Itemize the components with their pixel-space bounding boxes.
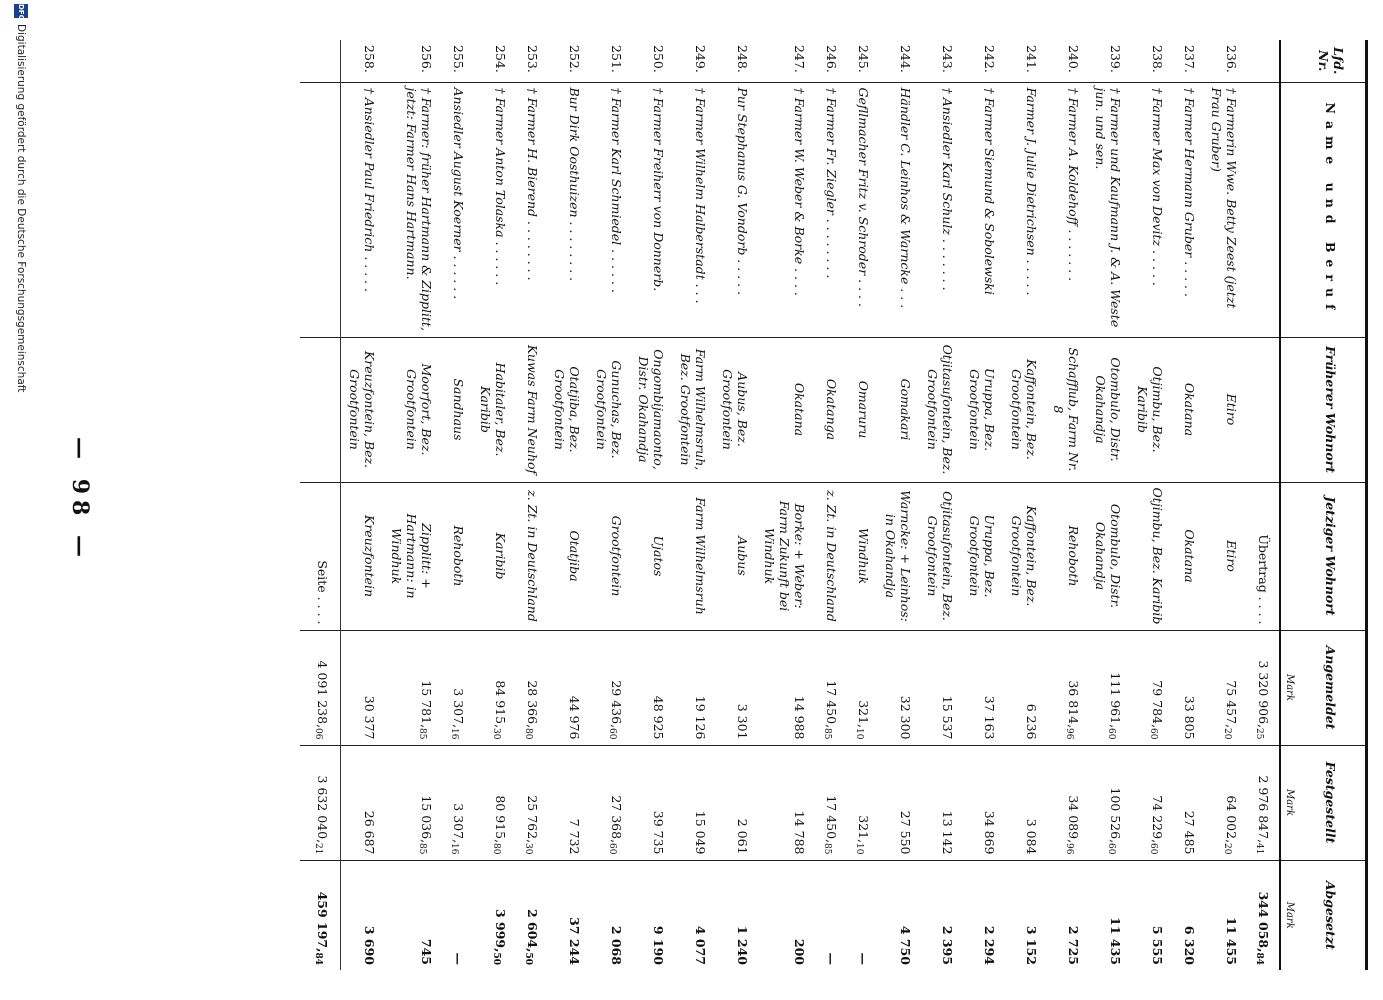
row-angemeldet: 79 784,60 — [1129, 630, 1171, 745]
ledger-table — [300, 40, 1368, 970]
row-festgestellt: 15 049 — [672, 745, 714, 860]
row-festgestellt: 100 526,60 — [1087, 745, 1129, 860]
row-abgesetzt: 2 604,50 — [514, 860, 546, 970]
row-name: † Farmer Karl Schmiedel . . . . . . — [588, 82, 630, 337]
table-row — [630, 40, 672, 970]
row-angemeldet: 17 450,85 — [813, 630, 845, 745]
row-nr: 251. — [609, 45, 624, 73]
row-nr: 249. — [693, 45, 708, 73]
table-row — [919, 40, 961, 970]
row-nr: 236. — [1224, 45, 1239, 73]
row-prev-residence: Kreuzfontein, Bez. Grootfontein — [341, 337, 384, 482]
row-nr: 241. — [1024, 45, 1039, 73]
table-row — [546, 40, 588, 970]
ledger-body — [341, 40, 1281, 970]
row-festgestellt: 2 061 — [714, 745, 756, 860]
row-festgestellt: 14 788 — [756, 745, 813, 860]
table-row — [514, 40, 546, 970]
col-header-curr: Jetziger Wohnort — [1297, 482, 1367, 630]
total-label: Seite . . . . — [300, 482, 341, 630]
table-row — [588, 40, 630, 970]
row-abgesetzt: 4 750 — [877, 860, 919, 970]
digitization-note — [6, 0, 28, 1000]
row-angemeldet: 30 377 — [341, 630, 384, 745]
row-angemeldet: 3 301 — [714, 630, 756, 745]
row-prev-residence: Uruppa, Bez. Grootfontein — [961, 337, 1003, 482]
col-header-nr: Lfd. Nr. — [1297, 40, 1367, 82]
row-festgestellt: 3 084 — [1003, 745, 1045, 860]
row-angemeldet: 19 126 — [672, 630, 714, 745]
digitization-text: Digitalisierung gefördert durch die Deutsche Forschungsgemeinschaft — [15, 24, 27, 393]
row-nr: 248. — [735, 45, 750, 73]
row-curr-residence: Rehoboth — [440, 482, 472, 630]
row-angemeldet: 33 805 — [1171, 630, 1203, 745]
row-nr: 255. — [451, 45, 466, 73]
row-festgestellt: 3 307,16 — [440, 745, 472, 860]
row-name: † Farmer und Kaufmann J. & A. Weste jun. und sen. — [1087, 82, 1129, 337]
row-angemeldet: 111 961,60 — [1087, 630, 1129, 745]
row-nr: 237. — [1182, 45, 1197, 73]
row-name: † Farmer A. Koldehoff . . . . . . . — [1045, 82, 1087, 337]
table-row — [1045, 40, 1087, 970]
row-festgestellt: 74 229,60 — [1129, 745, 1171, 860]
row-angemeldet: 15 781,85 — [383, 630, 440, 745]
row-nr: 247. — [792, 45, 807, 73]
row-name: † Farmer Fr. Ziegler . . . . . . . . — [813, 82, 845, 337]
col-header-festgestellt: Festgestellt — [1297, 745, 1367, 860]
row-angemeldet: 29 436,60 — [588, 630, 630, 745]
col-header-prev: Früherer Wohnort — [1297, 337, 1367, 482]
row-curr-residence: Rehoboth — [1045, 482, 1087, 630]
dfg-logo-icon: DFG — [14, 4, 28, 18]
row-abgesetzt: 6 320 — [1171, 860, 1203, 970]
row-name: † Farmer Max von Devitz . . . . . — [1129, 82, 1171, 337]
total-row — [300, 40, 341, 970]
row-angemeldet: 321,10 — [845, 630, 877, 745]
row-angemeldet: 14 988 — [756, 630, 813, 745]
row-festgestellt: 26 687 — [341, 745, 384, 860]
row-name: † Farmer Freiherr von Donnerb. — [630, 82, 672, 337]
row-festgestellt: 80 915,80 — [472, 745, 514, 860]
table-row — [440, 40, 472, 970]
row-name: † Farmer Siemund & Sobolewski — [961, 82, 1003, 337]
row-festgestellt: 13 142 — [919, 745, 961, 860]
row-curr-residence: Karibib — [472, 482, 514, 630]
row-angemeldet: 32 300 — [877, 630, 919, 745]
row-abgesetzt: — — [440, 860, 472, 970]
row-prev-residence: Otjimbu, Bez. Karibib — [1129, 337, 1171, 482]
row-abgesetzt: 4 077 — [672, 860, 714, 970]
row-curr-residence: Otjimbu, Bez. Karibib — [1129, 482, 1171, 630]
row-prev-residence: Etiro — [1203, 337, 1245, 482]
row-festgestellt: 25 762,30 — [514, 745, 546, 860]
row-prev-residence: Otombulo, Distr. Okahandja — [1087, 337, 1129, 482]
row-name: † Farmer H. Bierend . . . . . . . . — [514, 82, 546, 337]
row-nr: 244. — [898, 45, 913, 73]
row-prev-residence: Moorfort, Bez. Grootfontein — [383, 337, 440, 482]
row-angemeldet: 6 236 — [1003, 630, 1045, 745]
row-nr: 252. — [567, 45, 582, 73]
row-name: † Farmer W. Weber & Borke . . . . — [756, 82, 813, 337]
row-abgesetzt: 200 — [756, 860, 813, 970]
col-header-name: Name und Beruf — [1297, 82, 1367, 337]
row-festgestellt: 27 485 — [1171, 745, 1203, 860]
row-curr-residence: Otjitasufontein, Bez. Grootfontein — [919, 482, 961, 630]
row-name: † Ansiedler Karl Schulz . . . . . . . — [919, 82, 961, 337]
unit-row — [1280, 40, 1297, 970]
row-festgestellt: 15 036,85 — [383, 745, 440, 860]
row-abgesetzt: 11 455 — [1203, 860, 1245, 970]
table-row — [813, 40, 845, 970]
total-abgesetzt: 459 197,84 — [300, 860, 341, 970]
row-angemeldet: 15 537 — [919, 630, 961, 745]
row-abgesetzt: 2 294 — [961, 860, 1003, 970]
row-curr-residence: Warncke: + Leinhos: in Okahandja — [877, 482, 919, 630]
carry-row — [1245, 40, 1280, 970]
table-row — [341, 40, 384, 970]
table-row — [877, 40, 919, 970]
header-row — [1297, 40, 1367, 970]
row-abgesetzt: 9 190 — [630, 860, 672, 970]
row-curr-residence: Otatjiba — [546, 482, 588, 630]
row-name: Gefllmacher Fritz v. Schroder . . . . — [845, 82, 877, 337]
row-angemeldet: 48 925 — [630, 630, 672, 745]
table-row — [383, 40, 440, 970]
unit-festgestellt: Mark — [1280, 745, 1297, 860]
table-row — [1003, 40, 1045, 970]
row-curr-residence: Ujatos — [630, 482, 672, 630]
row-abgesetzt: 2 395 — [919, 860, 961, 970]
row-festgestellt: 7 732 — [546, 745, 588, 860]
row-abgesetzt: — — [813, 860, 845, 970]
row-name: Bur Dirk Oosthuizen . . . . . . . . — [546, 82, 588, 337]
row-nr: 246. — [824, 45, 839, 73]
row-curr-residence: Kreuzfontein — [341, 482, 384, 630]
row-curr-residence: Uruppa, Bez. Grootfontein — [961, 482, 1003, 630]
row-curr-residence: z. Zt. in Deutschland — [813, 482, 845, 630]
row-festgestellt: 64 002,20 — [1203, 745, 1245, 860]
page-number: — 98 — — [67, 437, 93, 563]
row-angemeldet: 3 307,16 — [440, 630, 472, 745]
row-curr-residence: Otombulo, Distr. Okahandja — [1087, 482, 1129, 630]
row-prev-residence: Okatana — [756, 337, 813, 482]
row-name: Ansiedler August Koerner . . . . . . — [440, 82, 472, 337]
row-name: † Farmerin Wwe. Betty Zeest (jetzt Frau Gruber) — [1203, 82, 1245, 337]
row-prev-residence: Omaruru — [845, 337, 877, 482]
row-prev-residence: Gomakari — [877, 337, 919, 482]
row-festgestellt: 27 368,60 — [588, 745, 630, 860]
carry-angemeldet: 3 320 906,25 — [1245, 630, 1280, 745]
row-nr: 238. — [1150, 45, 1165, 73]
table-row — [472, 40, 514, 970]
row-curr-residence: Farm Wilhelmsruh — [672, 482, 714, 630]
row-abgesetzt: 11 435 — [1087, 860, 1129, 970]
row-curr-residence: Borke: + Weber: Farm Zukunft bei Windhuk — [756, 482, 813, 630]
row-angemeldet: 75 457,20 — [1203, 630, 1245, 745]
row-name: Farmer J. Julie Dietrichsen . . . . . — [1003, 82, 1045, 337]
row-prev-residence: Schafflub, Farm Nr. 8 — [1045, 337, 1087, 482]
col-header-angemeldet: Angemeldet — [1297, 630, 1367, 745]
row-abgesetzt: 2 068 — [588, 860, 630, 970]
row-name: Pur Stephanus G. Vondorb . . . . . — [714, 82, 756, 337]
row-prev-residence: Otatjiba, Bez. Grootfontein — [546, 337, 588, 482]
row-prev-residence: Okatana — [1171, 337, 1203, 482]
table-row — [672, 40, 714, 970]
row-prev-residence: Gunuchas, Bez. Grootfontein — [588, 337, 630, 482]
row-festgestellt: 27 550 — [877, 745, 919, 860]
row-angemeldet: 28 366,80 — [514, 630, 546, 745]
row-festgestellt: 321,10 — [845, 745, 877, 860]
total-angemeldet: 4 091 238,06 — [300, 630, 341, 745]
row-nr: 243. — [940, 45, 955, 73]
row-name: † Farmer Hermann Gruber . . . . . — [1171, 82, 1203, 337]
row-curr-residence: Zipplitt: + Hartmann: in Windhuk — [383, 482, 440, 630]
row-angemeldet: 84 915,30 — [472, 630, 514, 745]
row-curr-residence: Etiro — [1203, 482, 1245, 630]
table-row — [961, 40, 1003, 970]
total-festgestellt: 3 632 040,21 — [300, 745, 341, 860]
table-row — [756, 40, 813, 970]
table-row — [1171, 40, 1203, 970]
row-abgesetzt: 37 244 — [546, 860, 588, 970]
table-row — [1129, 40, 1171, 970]
row-abgesetzt: 5 555 — [1129, 860, 1171, 970]
col-header-abgesetzt: Abgesetzt — [1297, 860, 1367, 970]
row-prev-residence: Ongombijamaonto, Distr. Okahandja — [630, 337, 672, 482]
table-row — [845, 40, 877, 970]
row-prev-residence: Habitaler, Bez. Karibib — [472, 337, 514, 482]
row-abgesetzt: 745 — [383, 860, 440, 970]
row-nr: 240. — [1066, 45, 1081, 73]
row-nr: 256. — [419, 45, 434, 73]
row-curr-residence: Windhuk — [845, 482, 877, 630]
carry-label: Übertrag . . . . — [1245, 482, 1280, 630]
row-prev-residence: Otjitasufontein, Bez. Grootfontein — [919, 337, 961, 482]
row-nr: 254. — [493, 45, 508, 73]
row-name: † Farmer: früher Hartmann & Zipplitt, jetzt: Farmer Hans Hartmann. — [383, 82, 440, 337]
row-abgesetzt: 3 152 — [1003, 860, 1045, 970]
row-angemeldet: 44 976 — [546, 630, 588, 745]
row-angemeldet: 36 814,96 — [1045, 630, 1087, 745]
table-row — [1087, 40, 1129, 970]
row-curr-residence: Grootfontein — [588, 482, 630, 630]
row-festgestellt: 39 735 — [630, 745, 672, 860]
row-curr-residence: Aubus — [714, 482, 756, 630]
carry-festgestellt: 2 976 847,41 — [1245, 745, 1280, 860]
row-name: † Farmer Wilhelm Halberstadt . . . — [672, 82, 714, 337]
row-festgestellt: 34 089,96 — [1045, 745, 1087, 860]
row-festgestellt: 34 869 — [961, 745, 1003, 860]
unit-abgesetzt: Mark — [1280, 860, 1297, 970]
row-nr: 258. — [341, 40, 384, 82]
row-name: † Farmer Anton Tolaska . . . . . . — [472, 82, 514, 337]
row-prev-residence: Kuwas Farm Neuhof — [514, 337, 546, 482]
row-prev-residence: Sandhaus — [440, 337, 472, 482]
unit-angemeldet: Mark — [1280, 630, 1297, 745]
row-abgesetzt: 3 690 — [341, 860, 384, 970]
row-curr-residence: Okatana — [1171, 482, 1203, 630]
row-abgesetzt: 2 725 — [1045, 860, 1087, 970]
row-abgesetzt: 1 240 — [714, 860, 756, 970]
row-nr: 253. — [525, 45, 540, 73]
row-curr-residence: z. Zt. in Deutschland — [514, 482, 546, 630]
row-angemeldet: 37 163 — [961, 630, 1003, 745]
row-prev-residence: Aubus, Bez. Grootfontein — [714, 337, 756, 482]
row-abgesetzt: — — [845, 860, 877, 970]
row-nr: 250. — [651, 45, 666, 73]
row-curr-residence: Kaffontein, Bez. Grootfontein — [1003, 482, 1045, 630]
carry-abgesetzt: 344 058,84 — [1245, 860, 1280, 970]
row-prev-residence: Kaffontein, Bez. Grootfontein — [1003, 337, 1045, 482]
row-abgesetzt: 3 999,50 — [472, 860, 514, 970]
row-nr: 245. — [856, 45, 871, 73]
row-name: Händler C. Leinhos & Warncke . . . — [877, 82, 919, 337]
row-prev-residence: Okatanga — [813, 337, 845, 482]
row-prev-residence: Farm Wilhelmsruh, Bez. Grootfontein — [672, 337, 714, 482]
row-name: † Ansiedler Paul Friedrich . . . . . — [341, 82, 384, 337]
row-nr: 242. — [982, 45, 997, 73]
row-festgestellt: 17 450,85 — [813, 745, 845, 860]
table-row — [714, 40, 756, 970]
row-nr: 239. — [1108, 45, 1123, 73]
table-row — [1203, 40, 1245, 970]
